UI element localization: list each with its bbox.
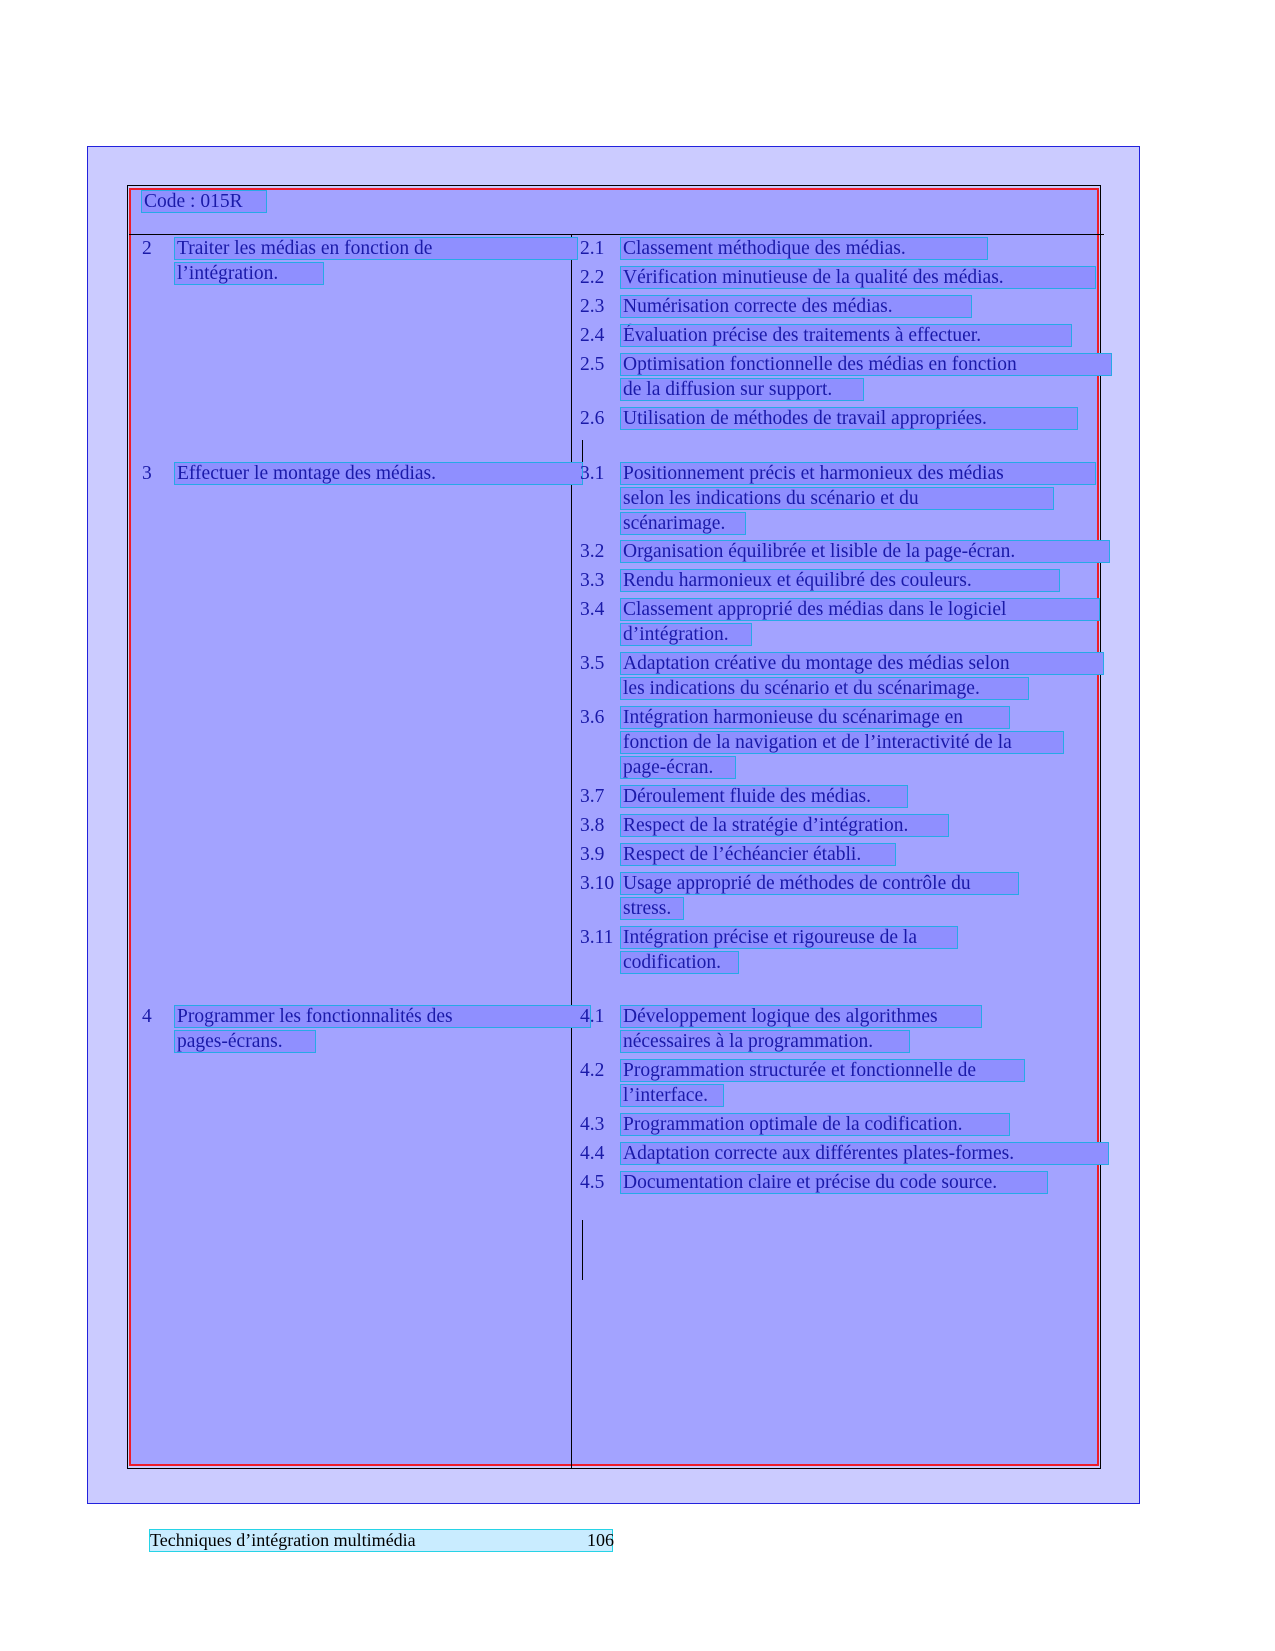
page-number: 106 (587, 1530, 614, 1550)
criterion-text-line: Vérification minutieuse de la qualité des médias. (621, 267, 1095, 288)
column-divider (571, 235, 572, 1468)
criterion-text-line: Intégration précise et rigoureuse de la (621, 927, 957, 948)
criterion-number: 2.6 (580, 408, 605, 429)
criterion-text-line: Numérisation correcte des médias. (621, 296, 971, 317)
criterion-text-line: Programmation structurée et fonctionnelle de (621, 1060, 1024, 1081)
criterion-number: 3.9 (580, 844, 605, 865)
criterion-number: 3.2 (580, 541, 605, 562)
criterion-number: 3.10 (580, 873, 615, 894)
criterion-text-line: page-écran. (621, 757, 735, 778)
table-region (129, 188, 1099, 1466)
element-number: 3 (142, 463, 152, 484)
footer-title: Techniques d’intégration multimédia (150, 1530, 416, 1550)
criterion-text-line: stress. (621, 898, 683, 919)
criterion-text-line: de la diffusion sur support. (621, 379, 863, 400)
criterion-text-line: nécessaires à la programmation. (621, 1031, 909, 1052)
criterion-text-line: codification. (621, 952, 738, 973)
criterion-text-line: Adaptation correcte aux différentes plates-formes. (621, 1143, 1108, 1164)
criterion-text-line: Organisation équilibrée et lisible de la page-écran. (621, 541, 1109, 562)
criterion-text-line: les indications du scénario et du scénarimage. (621, 678, 1028, 699)
element-text-line: Programmer les fonctionnalités des (175, 1006, 590, 1027)
criterion-text-line: l’interface. (621, 1085, 723, 1106)
criterion-number: 2.1 (580, 238, 605, 259)
criterion-number: 3.11 (580, 927, 614, 948)
criterion-number: 3.4 (580, 599, 605, 620)
criterion-number: 2.3 (580, 296, 605, 317)
criterion-text-line: Évaluation précise des traitements à effectuer. (621, 325, 1071, 346)
criterion-text-line: Intégration harmonieuse du scénarimage en (621, 707, 1009, 728)
criterion-text-line: Adaptation créative du montage des médias selon (621, 653, 1103, 674)
header-divider (129, 234, 1104, 235)
element-text-line: Effectuer le montage des médias. (175, 463, 582, 484)
criterion-text-line: Programmation optimale de la codification. (621, 1114, 1009, 1135)
criterion-text-line: Positionnement précis et harmonieux des médias (621, 463, 1095, 484)
criterion-number: 3.6 (580, 707, 605, 728)
criterion-number: 3.8 (580, 815, 605, 836)
criterion-text-line: selon les indications du scénario et du (621, 488, 1053, 509)
group-divider-mark (582, 1220, 583, 1280)
element-text-line: Traiter les médias en fonction de (175, 238, 577, 259)
criterion-text-line: Déroulement fluide des médias. (621, 786, 907, 807)
criterion-number: 4.4 (580, 1143, 605, 1164)
criterion-text-line: Optimisation fonctionnelle des médias en fonction (621, 354, 1111, 375)
criterion-number: 4.3 (580, 1114, 605, 1135)
element-number: 2 (142, 238, 152, 259)
criterion-text-line: Rendu harmonieux et équilibré des couleurs. (621, 570, 1059, 591)
criterion-number: 2.5 (580, 354, 605, 375)
criterion-number: 3.1 (580, 463, 605, 484)
criterion-text-line: Respect de l’échéancier établi. (621, 844, 895, 865)
criterion-text-line: Respect de la stratégie d’intégration. (621, 815, 948, 836)
criterion-number: 2.2 (580, 267, 605, 288)
criterion-text-line: scénarimage. (621, 513, 745, 534)
criterion-text-line: Documentation claire et précise du code source. (621, 1172, 1047, 1193)
criterion-number: 3.3 (580, 570, 605, 591)
criterion-number: 3.7 (580, 786, 605, 807)
element-text-line: pages-écrans. (175, 1031, 315, 1052)
criterion-text-line: Classement méthodique des médias. (621, 238, 987, 259)
criterion-number: 3.5 (580, 653, 605, 674)
element-number: 4 (142, 1006, 152, 1027)
criterion-number: 2.4 (580, 325, 605, 346)
criterion-text-line: d’intégration. (621, 624, 751, 645)
criterion-text-line: Usage approprié de méthodes de contrôle du (621, 873, 1018, 894)
criterion-number: 4.1 (580, 1006, 605, 1027)
criterion-text-line: Classement approprié des médias dans le logiciel (621, 599, 1099, 620)
code-label: Code : 015R (142, 191, 266, 212)
page-footer (150, 1530, 612, 1551)
criterion-number: 4.2 (580, 1060, 605, 1081)
criterion-text-line: Utilisation de méthodes de travail appropriées. (621, 408, 1077, 429)
criterion-text-line: fonction de la navigation et de l’interactivité de la (621, 732, 1063, 753)
criterion-text-line: Développement logique des algorithmes (621, 1006, 981, 1027)
criterion-number: 4.5 (580, 1172, 605, 1193)
element-text-line: l’intégration. (175, 263, 323, 284)
